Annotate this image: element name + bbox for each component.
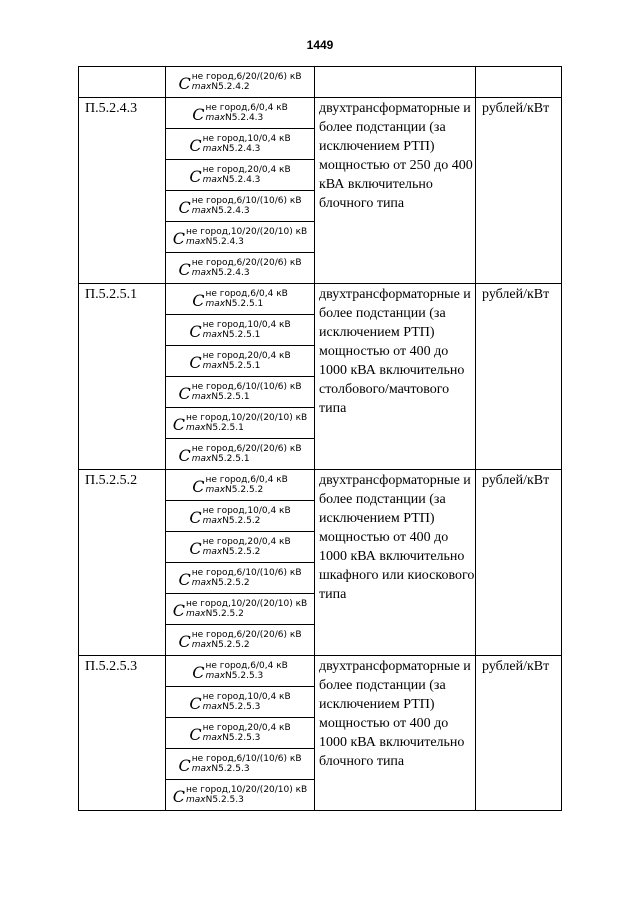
formula-cell [166,346,315,377]
formula-superscript: не город,10/20/(20/10) кВ [186,413,308,423]
formula-cell [166,780,315,811]
formula-cell [166,253,315,284]
formula-subscript-index: N5.2.5.3 [211,764,250,774]
formula-superscript: не город,20/0,4 кВ [202,723,291,733]
formula-cell [166,594,315,625]
formula-superscript: не город,6/10/(10/6) кВ [191,568,302,578]
formula-subscript-max: max [202,516,223,526]
formula-subscript-max: max [191,764,212,774]
formula-subscript-max: max [205,113,226,123]
formula-symbol: C [189,724,202,744]
tariff-table-body [79,67,562,811]
formula-subscript-max: max [205,485,226,495]
formula-subscript-index: N5.2.5.1 [222,361,261,371]
formula-subscript-max: max [202,330,223,340]
page-number: 1449 [306,38,334,52]
formula-cell [166,718,315,749]
description-cell [315,284,476,470]
formula-subscript-index: N5.2.4.3 [205,237,244,247]
formula-subscript-index: N5.2.4.3 [211,206,250,216]
formula-subscript-index: N5.2.5.2 [211,578,250,588]
formula-cell [166,439,315,470]
formula-symbol: C [192,662,205,682]
unit-cell [476,67,562,98]
item-code: П.5.2.4.3 [85,101,138,116]
unit-cell [476,98,562,284]
formula-symbol: C [178,445,191,465]
rate-formula [166,687,314,717]
formula-cell [166,749,315,780]
item-code: П.5.2.5.1 [85,287,138,302]
formula-superscript: не город,6/20/(20/6) кВ [191,630,302,640]
formula-symbol: C [172,228,186,248]
formula-cell [166,67,315,98]
formula-subscript-index: N5.2.4.3 [225,113,264,123]
rate-formula [166,532,314,562]
formula-cell [166,656,315,687]
formula-subscript-index: N5.2.5.1 [211,392,250,402]
formula-superscript: не город,6/0,4 кВ [205,475,288,485]
formula-subscript-index: N5.2.5.1 [211,454,250,464]
formula-subscript-index: N5.2.5.1 [222,330,261,340]
rate-formula [166,129,314,159]
formula-subscript-max: max [191,640,212,650]
formula-superscript: не город,6/20/(20/6) кВ [191,444,302,454]
formula-symbol: C [189,693,202,713]
formula-subscript-index: N5.2.5.3 [205,795,244,805]
formula-cell [166,222,315,253]
formula-subscript-index: N5.2.5.3 [222,733,261,743]
formula-subscript-max: max [186,237,206,247]
formula-cell [166,191,315,222]
formula-cell [166,315,315,346]
rate-formula [166,191,314,221]
formula-cell [166,501,315,532]
formula-superscript: не город,6/0,4 кВ [205,103,288,113]
rate-formula [166,377,314,407]
rate-formula [166,98,314,128]
formula-subscript-max: max [205,299,226,309]
formula-cell [166,470,315,501]
formula-subscript-index: N5.2.5.3 [222,702,261,712]
formula-symbol: C [189,321,202,341]
formula-superscript: не город,6/0,4 кВ [205,661,288,671]
item-code: П.5.2.5.3 [85,659,138,674]
unit-cell [476,656,562,811]
formula-superscript: не город,20/0,4 кВ [202,165,291,175]
formula-cell [166,160,315,191]
rate-formula [166,625,314,655]
formula-symbol: C [178,197,191,217]
description-cell [315,470,476,656]
formula-symbol: C [178,259,191,279]
tariff-table [78,66,562,811]
code-cell [79,656,166,811]
rate-formula [166,315,314,345]
formula-symbol: C [178,569,191,589]
item-unit: рублей/кВт [482,659,550,674]
formula-symbol: C [189,135,202,155]
formula-subscript-index: N5.2.5.1 [225,299,264,309]
formula-subscript-index: N5.2.5.2 [225,485,264,495]
item-unit: рублей/кВт [482,101,550,116]
code-cell [79,470,166,656]
formula-subscript-max: max [202,547,223,557]
formula-symbol: C [172,414,186,434]
formula-subscript-max: max [202,175,223,185]
formula-superscript: не город,10/20/(20/10) кВ [186,785,308,795]
rate-formula [166,501,314,531]
formula-subscript-index: N5.2.4.3 [211,268,250,278]
item-description: двухтрансформаторные и более подстанции (за исключением РТП) мощностью от 400 до 1000 кВА включительно блочного типа [319,659,471,769]
formula-cell [166,408,315,439]
rate-formula [166,470,314,500]
formula-superscript: не город,10/20/(20/10) кВ [186,599,308,609]
formula-superscript: не город,10/20/(20/10) кВ [186,227,308,237]
formula-subscript-max: max [191,82,212,92]
formula-superscript: не город,6/10/(10/6) кВ [191,382,302,392]
rate-formula [166,284,314,314]
formula-cell [166,532,315,563]
formula-cell [166,625,315,656]
rate-formula [166,408,314,438]
formula-subscript-index: N5.2.5.2 [205,609,244,619]
rate-formula [166,160,314,190]
formula-superscript: не город,20/0,4 кВ [202,351,291,361]
formula-superscript: не город,6/20/(20/6) кВ [191,258,302,268]
item-code: П.5.2.5.2 [85,473,138,488]
formula-symbol: C [189,507,202,527]
formula-superscript: не город,6/0,4 кВ [205,289,288,299]
item-unit: рублей/кВт [482,287,550,302]
table-row [79,470,562,501]
formula-subscript-index: N5.2.5.2 [222,516,261,526]
formula-superscript: не город,10/0,4 кВ [202,692,291,702]
formula-cell [166,687,315,718]
formula-symbol: C [172,786,186,806]
unit-cell [476,470,562,656]
formula-subscript-max: max [191,268,212,278]
formula-superscript: не город,10/0,4 кВ [202,134,291,144]
formula-symbol: C [192,104,205,124]
formula-symbol: C [192,290,205,310]
rate-formula [166,718,314,748]
formula-cell [166,129,315,160]
rate-formula [166,780,314,810]
formula-symbol: C [189,166,202,186]
formula-subscript-max: max [202,144,223,154]
table-row [79,67,562,98]
formula-superscript: не город,6/20/(20/6) кВ [191,72,302,82]
code-cell [79,67,166,98]
formula-subscript-max: max [186,423,206,433]
table-row [79,284,562,315]
formula-subscript-index: N5.2.5.3 [225,671,264,681]
code-cell [79,98,166,284]
formula-subscript-max: max [186,609,206,619]
formula-symbol: C [172,600,186,620]
formula-symbol: C [192,476,205,496]
formula-symbol: C [178,383,191,403]
formula-cell [166,377,315,408]
rate-formula [166,594,314,624]
formula-subscript-index: N5.2.5.2 [222,547,261,557]
formula-symbol: C [178,73,191,93]
formula-symbol: C [189,538,202,558]
formula-cell [166,98,315,129]
formula-symbol: C [178,755,191,775]
item-description: двухтрансформаторные и более подстанции (за исключением РТП) мощностью от 400 до 1000 кВА включительно столбового/мачтового типа [319,287,471,416]
formula-symbol: C [178,631,191,651]
formula-superscript: не город,6/10/(10/6) кВ [191,196,302,206]
formula-superscript: не город,6/10/(10/6) кВ [191,754,302,764]
table-row [79,98,562,129]
formula-subscript-index: N5.2.4.3 [222,175,261,185]
code-cell [79,284,166,470]
description-cell [315,98,476,284]
formula-subscript-max: max [202,361,223,371]
formula-subscript-index: N5.2.4.3 [222,144,261,154]
formula-subscript-max: max [205,671,226,681]
rate-formula [166,656,314,686]
formula-subscript-max: max [186,795,206,805]
rate-formula [166,346,314,376]
formula-superscript: не город,10/0,4 кВ [202,320,291,330]
formula-subscript-index: N5.2.5.1 [205,423,244,433]
rate-formula [166,67,314,97]
formula-superscript: не город,10/0,4 кВ [202,506,291,516]
formula-subscript-max: max [191,206,212,216]
formula-subscript-index: N5.2.5.2 [211,640,250,650]
formula-subscript-index: N5.2.4.2 [211,82,250,92]
formula-cell [166,284,315,315]
description-cell [315,67,476,98]
item-unit: рублей/кВт [482,473,550,488]
item-description: двухтрансформаторные и более подстанции (за исключением РТП) мощностью от 400 до 1000 кВА включительно шкафного или киоскового типа [319,473,475,602]
rate-formula [166,563,314,593]
rate-formula [166,439,314,469]
formula-superscript: не город,20/0,4 кВ [202,537,291,547]
item-description: двухтрансформаторные и более подстанции (за исключением РТП) мощностью от 250 до 400 кВА включительно блочного типа [319,101,473,211]
formula-subscript-max: max [191,392,212,402]
description-cell [315,656,476,811]
formula-subscript-max: max [202,733,223,743]
formula-subscript-max: max [202,702,223,712]
formula-subscript-max: max [191,454,212,464]
rate-formula [166,222,314,252]
table-row [79,656,562,687]
formula-symbol: C [189,352,202,372]
unit-cell [476,284,562,470]
rate-formula [166,253,314,283]
rate-formula [166,749,314,779]
formula-subscript-max: max [191,578,212,588]
formula-cell [166,563,315,594]
